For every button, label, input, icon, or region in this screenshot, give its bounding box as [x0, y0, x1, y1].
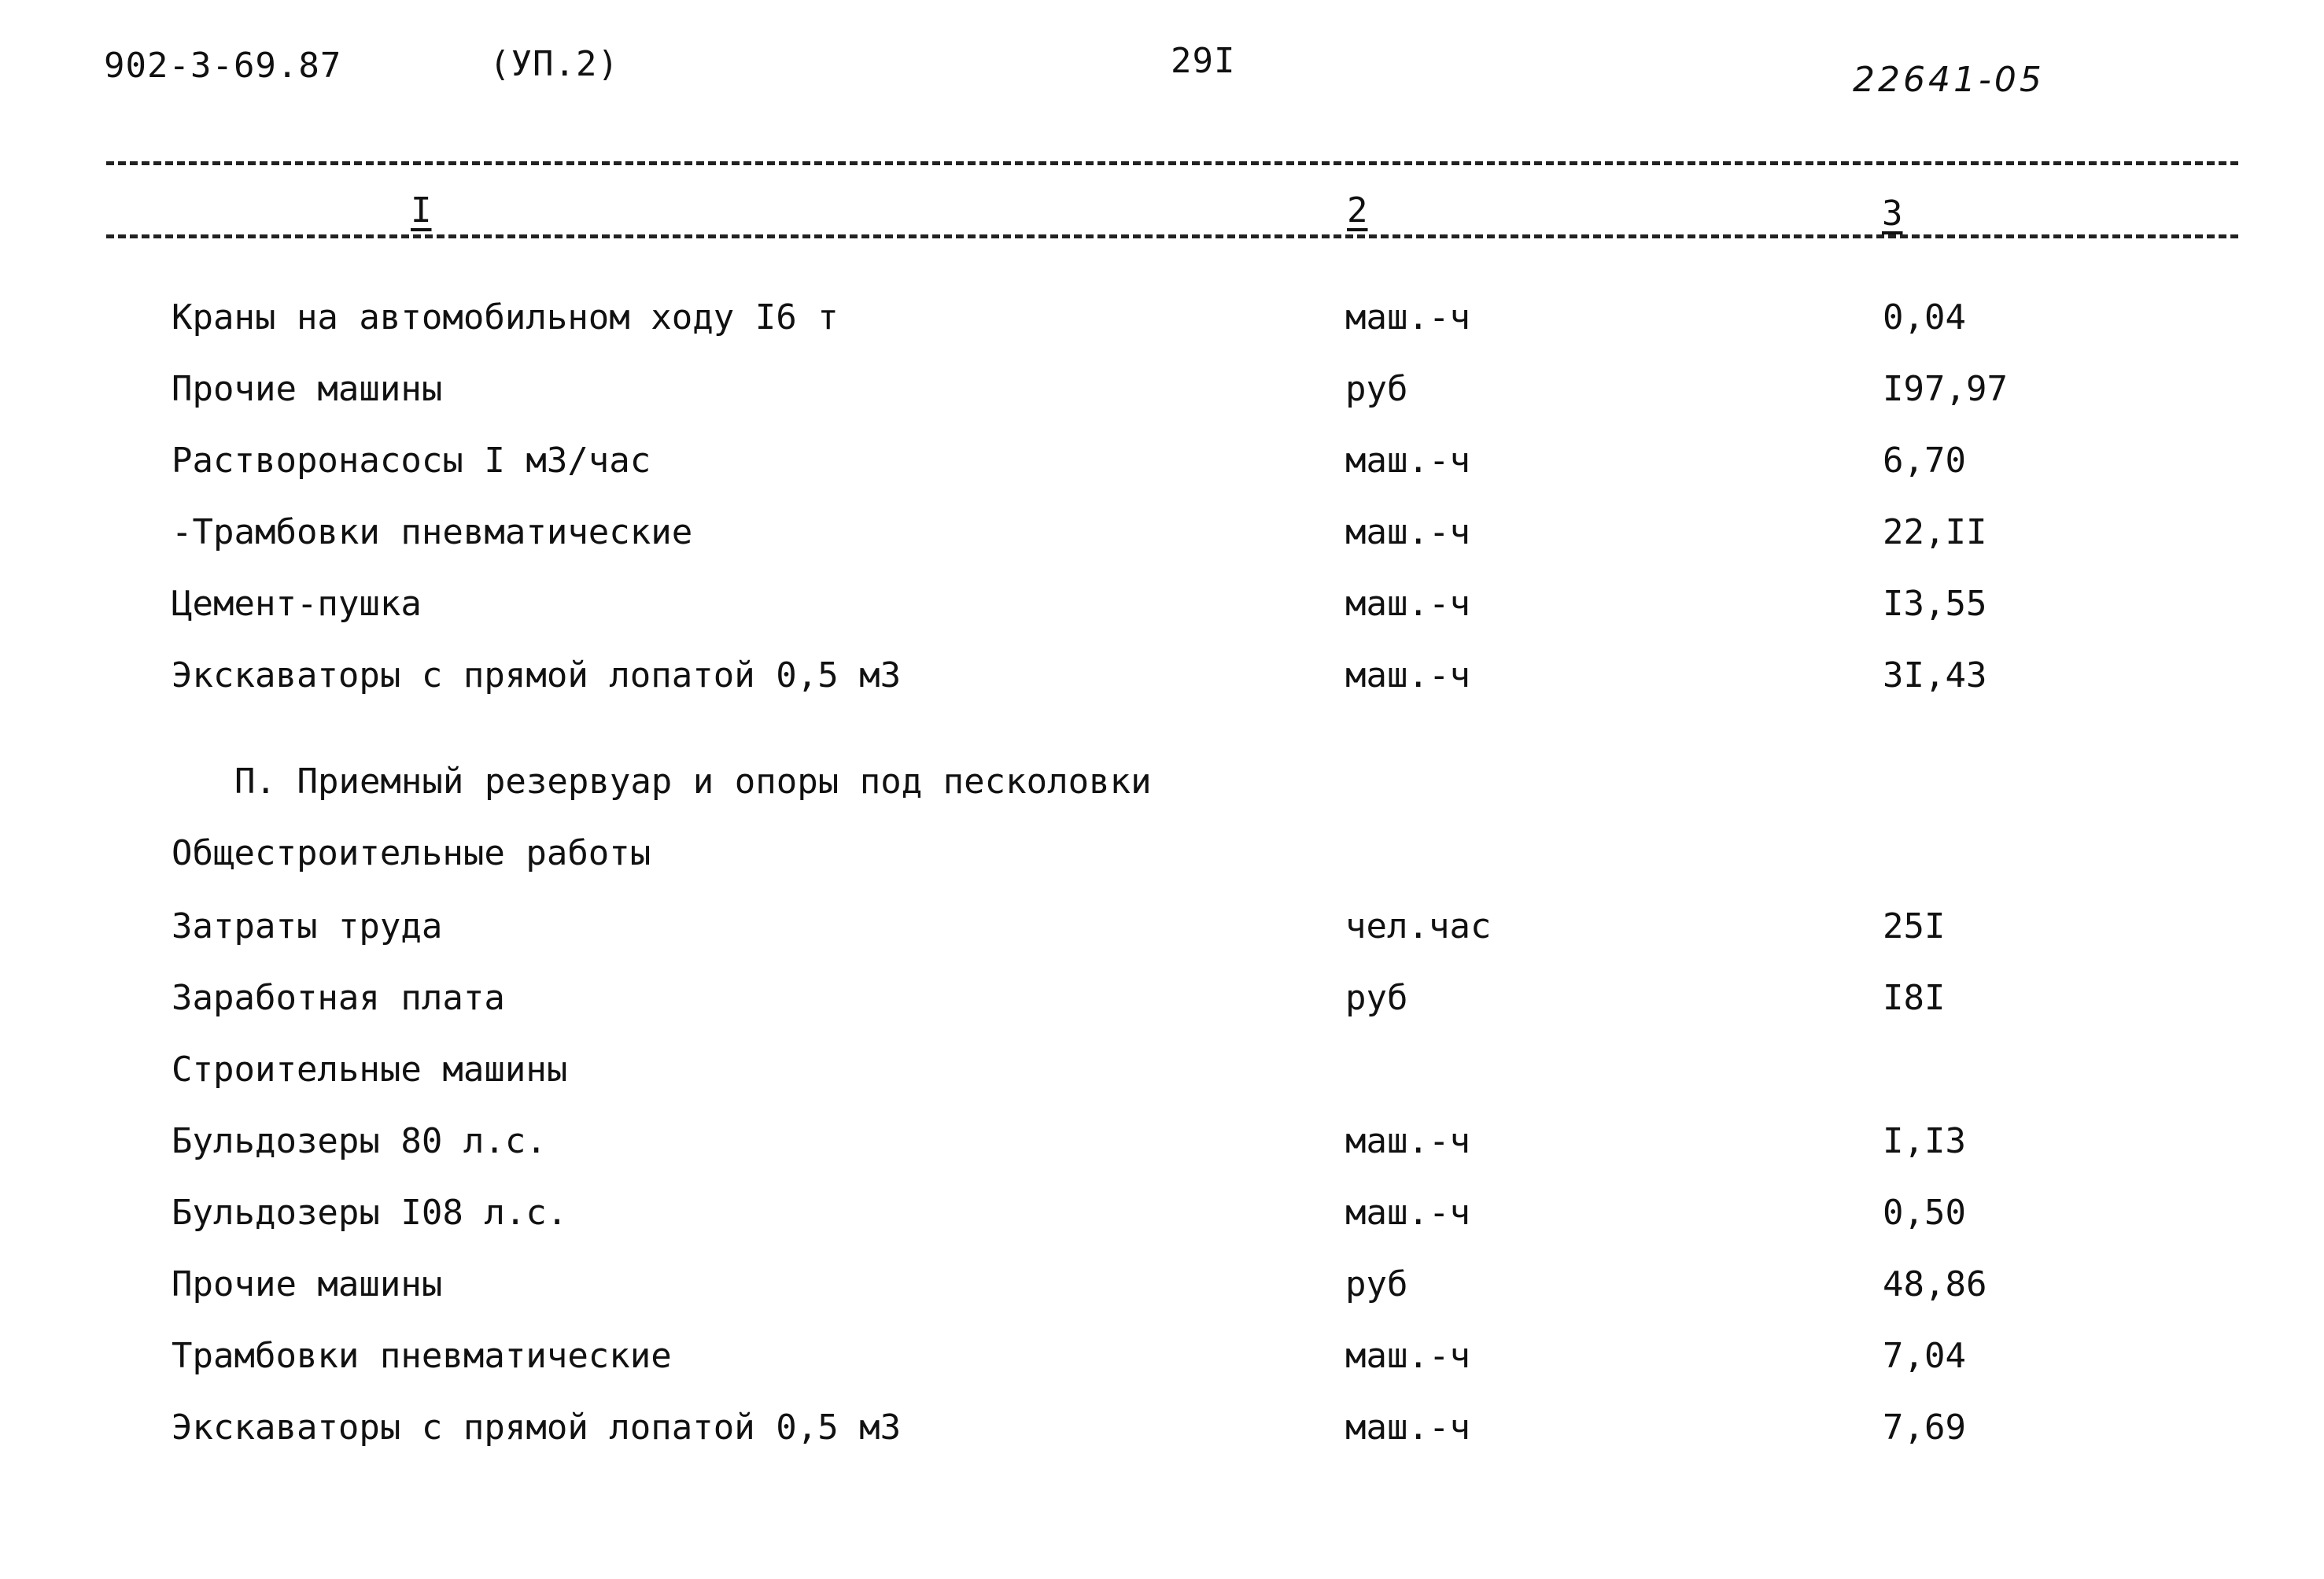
row-unit: маш.-ч [1345, 441, 1470, 481]
table-row [0, 297, 2324, 345]
row-value: 3I,43 [1883, 655, 1987, 695]
page-number: 29I [1171, 41, 1236, 81]
section-heading: П. Приемный резервуар и опоры под песколовки [234, 762, 1152, 802]
row-name: Заработная плата [172, 978, 505, 1018]
document-part: (УП.2) [489, 44, 619, 84]
row-value: I97,97 [1883, 369, 2008, 409]
row-name: Трамбовки пневматические [172, 1336, 672, 1376]
row-unit: чел.час [1345, 906, 1492, 946]
row-value: I8I [1883, 978, 1946, 1018]
row-unit: маш.-ч [1345, 584, 1470, 624]
column-number-3: 3 [1874, 194, 1911, 234]
row-unit: руб [1345, 1264, 1408, 1304]
table-row [0, 1336, 2324, 1383]
handwritten-code: 22641-05 [1853, 60, 2045, 100]
table-header-rule [106, 234, 2238, 238]
row-value: 48,86 [1883, 1264, 1987, 1304]
table-row [0, 1407, 2324, 1455]
row-unit: маш.-ч [1345, 1407, 1470, 1448]
row-value: 22,II [1883, 512, 1987, 552]
table-row [0, 1121, 2324, 1168]
column-number-1: I [403, 190, 440, 231]
row-name: Затраты труда [172, 906, 443, 946]
table-top-rule [106, 161, 2238, 165]
table-row [0, 833, 2324, 880]
row-name: Прочие машины [172, 1264, 443, 1304]
row-unit: маш.-ч [1345, 512, 1470, 552]
row-value: 6,70 [1883, 441, 1966, 481]
row-name: Бульдозеры 80 л.с. [172, 1121, 547, 1161]
row-value: 7,69 [1883, 1407, 1966, 1448]
table-row [0, 584, 2324, 631]
table-row [0, 1050, 2324, 1097]
row-name: Экскаваторы с прямой лопатой 0,5 м3 [172, 655, 902, 695]
row-unit: маш.-ч [1345, 1336, 1470, 1376]
row-value: I,I3 [1883, 1121, 1966, 1161]
row-name: Прочие машины [172, 369, 443, 409]
row-unit: маш.-ч [1345, 297, 1470, 338]
row-unit: руб [1345, 978, 1408, 1018]
row-unit: маш.-ч [1345, 1121, 1470, 1161]
row-name: Общестроительные работы [172, 833, 651, 873]
row-name: Бульдозеры I08 л.с. [172, 1193, 568, 1233]
table-row [0, 978, 2324, 1025]
table-row [0, 512, 2324, 559]
table-row [0, 441, 2324, 488]
row-value: I3,55 [1883, 584, 1987, 624]
table-row [0, 1193, 2324, 1240]
row-unit: руб [1345, 369, 1408, 409]
row-name: Экскаваторы с прямой лопатой 0,5 м3 [172, 1407, 902, 1448]
table-row [0, 369, 2324, 416]
table-row [0, 655, 2324, 703]
row-name: Растворонасосы I м3/час [172, 441, 651, 481]
row-unit: маш.-ч [1345, 1193, 1470, 1233]
row-name: -Трамбовки пневматические [172, 512, 693, 552]
row-name: Краны на автомобильном ходу I6 т [172, 297, 839, 338]
table-row [0, 1264, 2324, 1312]
row-value: 7,04 [1883, 1336, 1966, 1376]
row-name: Цемент-пушка [172, 584, 422, 624]
row-name: Строительные машины [172, 1050, 568, 1090]
document-number: 902-3-69.87 [104, 46, 342, 86]
row-value: 0,50 [1883, 1193, 1966, 1233]
section-heading-row [0, 762, 2324, 809]
row-value: 0,04 [1883, 297, 1966, 338]
column-number-2: 2 [1339, 190, 1376, 231]
table-row [0, 906, 2324, 954]
row-unit: маш.-ч [1345, 655, 1470, 695]
row-value: 25I [1883, 906, 1946, 946]
